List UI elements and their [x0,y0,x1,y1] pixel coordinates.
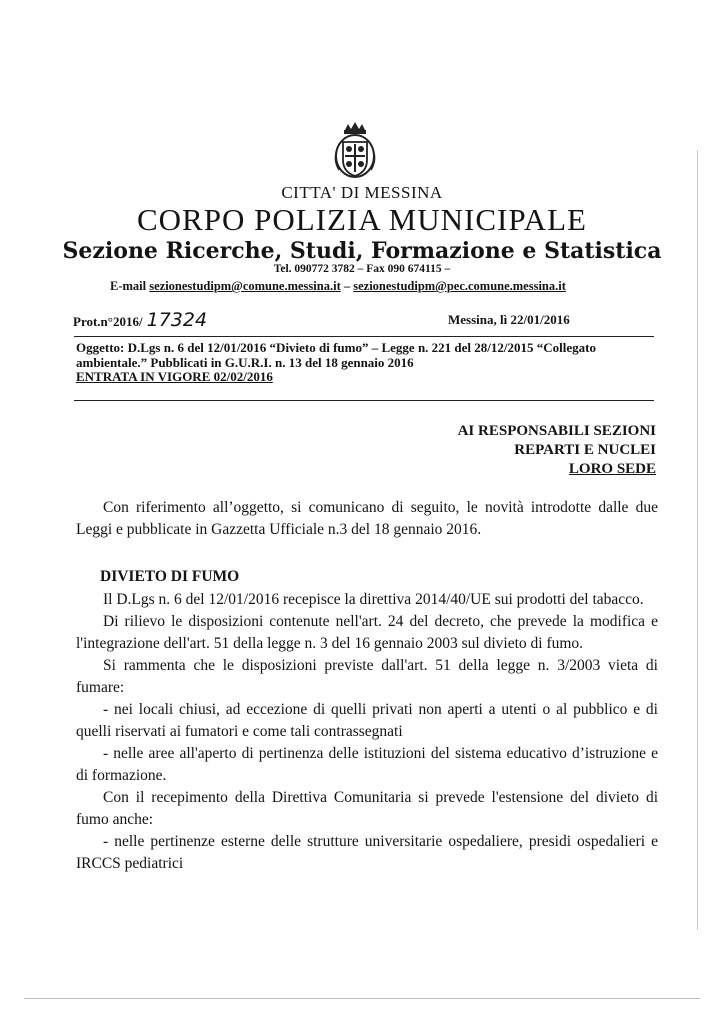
divider-bottom [74,400,654,401]
document-date: Messina, lì 22/01/2016 [448,312,570,327]
recipient-line-2: REPARTI E NUCLEI [514,442,656,458]
subject-text: Oggetto: D.Lgs n. 6 del 12/01/2016 “Divieto di fumo” – Legge n. 221 del 28/12/2015 “Collegato ambientale.” Pubblicati in G.U.R.I. n. 13 del 18 gennaio 2016 [76,340,596,370]
section-name: Sezione Ricerche, Studi, Formazione e Statistica [62,238,662,264]
recipient-line-1: AI RESPONSABILI SEZIONI [457,423,656,439]
paragraph-6: Con il recepimento della Direttiva Comunitaria si prevede l'estensione del divieto di fumo anche: [76,789,658,828]
paragraph-4: - nei locali chiusi, ad eccezione di quelli privati non aperti a utenti o al pubblico e di quelli riservati ai fumatori e come tali contrassegnati [76,701,658,740]
recipients-block [458,422,656,479]
section-heading: DIVIETO DI FUMO [100,568,240,585]
recipient-line-3: LORO SEDE [568,461,656,477]
paragraph-1: Il D.Lgs n. 6 del 12/01/2016 recepisce la direttiva 2014/40/UE sui prodotti del tabacco. [103,591,644,608]
corps-name: CORPO POLIZIA MUNICIPALE [136,202,587,237]
city-name: CITTA' DI MESSINA [281,183,443,202]
coat-of-arms-icon [331,120,379,182]
paragraph-2: Di rilievo le disposizioni contenute nell'art. 24 del decreto, che prevede la modifica e l'integrazione dell'art. 51 della legge n. 3 del 16 gennaio 2003 sul divieto di fumo. [76,613,658,652]
contact-phone-fax: Tel. 090772 3782 – Fax 090 674115 – [273,263,451,275]
scan-bottom-line [24,998,700,999]
subject-block [76,341,656,385]
email-link-2[interactable]: sezionestudipm@pec.comune.messina.it [353,279,566,293]
protocol-label: Prot.n°2016/ [73,314,143,329]
email-separator: – [343,279,351,293]
body-paragraphs [76,589,658,875]
divider-top [74,336,654,337]
intro-paragraph: Con riferimento all’oggetto, si comunicano di seguito, le novità introdotte dalle due Leggi e pubblicate in Gazzetta Ufficiale n.3 del 18 gennaio 2016. [76,499,658,538]
email-label: E-mail [110,279,147,293]
email-link-1[interactable]: sezionestudipm@comune.messina.it [149,279,341,293]
paragraph-3: Si rammenta che le disposizioni previste dall'art. 51 della legge n. 3/2003 vieta di fumare: [76,657,658,696]
paragraph-7: - nelle pertinenze esterne delle strutture universitarie ospedaliere, presidi ospedalieri e IRCCS pediatrici [76,833,658,872]
contact-emails [110,279,566,294]
paragraph-5: - nelle aree all'aperto di pertinenza delle istituzioni del sistema educativo d’istruzione e di formazione. [76,745,658,784]
in-force-date: ENTRATA IN VIGORE 02/02/2016 [76,369,273,384]
protocol-line [73,309,207,331]
protocol-number: 17324 [146,309,208,331]
